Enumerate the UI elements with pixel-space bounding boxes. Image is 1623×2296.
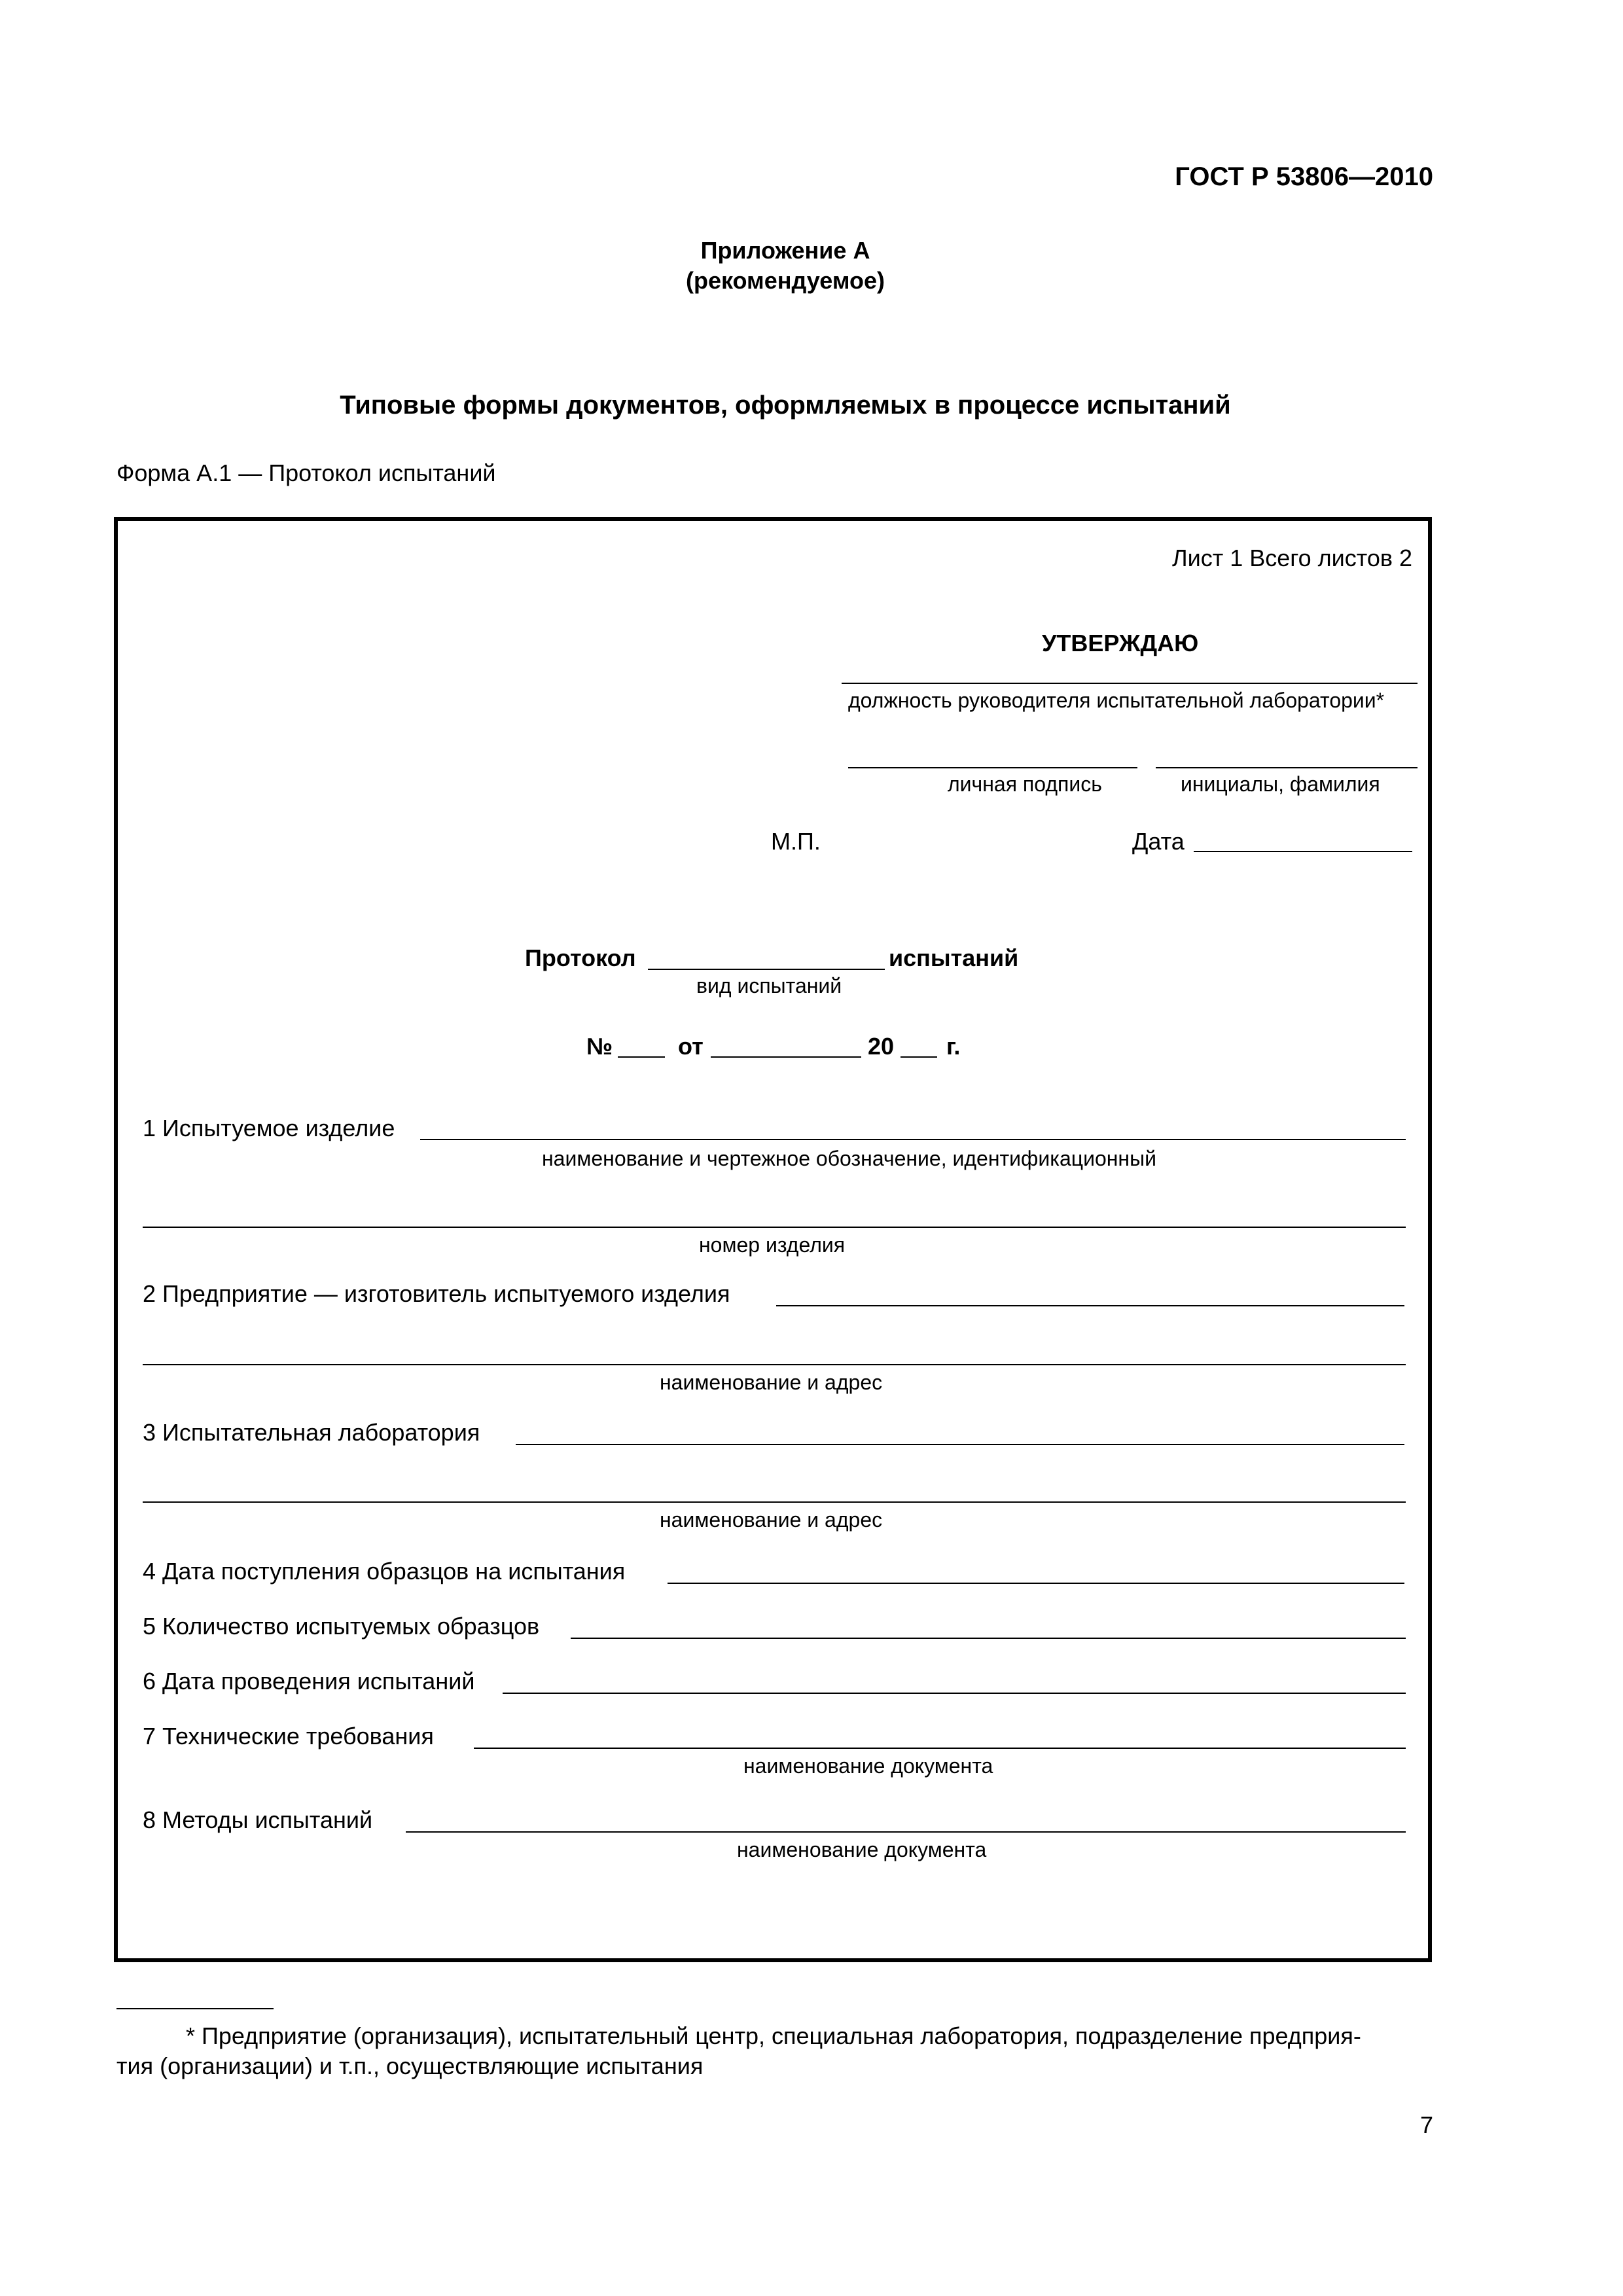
- item-2-label: 2 Предприятие — изготовитель испытуемого изделия: [143, 1280, 730, 1307]
- signature-line: [848, 767, 1137, 768]
- item-7-caption: наименование документа: [743, 1754, 993, 1778]
- item-6-label: 6 Дата проведения испытаний: [143, 1668, 475, 1695]
- item-7-line: [474, 1748, 1406, 1749]
- item-3-second-line: [143, 1501, 1406, 1503]
- item-5-line: [571, 1638, 1406, 1639]
- standard-number: ГОСТ Р 53806—2010: [1175, 162, 1433, 191]
- form-caption: Форма А.1 — Протокол испытаний: [116, 459, 496, 486]
- sheet-info: Лист 1 Всего листов 2: [1171, 545, 1412, 571]
- page-number: 7: [1419, 2111, 1433, 2138]
- item-1-second-caption: номер изделия: [699, 1233, 846, 1257]
- from-word: от: [678, 1033, 704, 1060]
- year-suffix: г.: [946, 1033, 961, 1060]
- item-3-second-caption: наименование и адрес: [660, 1508, 883, 1532]
- number-line: [618, 1056, 665, 1058]
- name-line: [1156, 767, 1418, 768]
- test-type-caption: вид испытаний: [696, 974, 842, 997]
- year-line: [901, 1056, 937, 1058]
- item-6-line: [503, 1693, 1406, 1694]
- footnote-line-2: тия (организации) и т.п., осуществляющие испытания: [116, 2053, 704, 2079]
- item-3-line: [516, 1444, 1404, 1445]
- protocol-word: Протокол: [525, 944, 636, 971]
- number-sign: №: [586, 1033, 613, 1060]
- position-caption: должность руководителя испытательной лаборатории*: [848, 689, 1385, 712]
- position-line: [842, 683, 1418, 684]
- item-2-second-line: [143, 1364, 1406, 1365]
- item-1-caption: наименование и чертежное обозначение, идентификационный: [542, 1147, 1156, 1170]
- appendix-title: Приложение А: [700, 237, 870, 264]
- signature-caption: личная подпись: [948, 772, 1102, 796]
- item-8-caption: наименование документа: [737, 1838, 987, 1861]
- item-4-label: 4 Дата поступления образцов на испытания: [143, 1558, 626, 1585]
- date-label: Дата: [1132, 828, 1185, 855]
- footnote-separator: [116, 2008, 274, 2009]
- item-1-label: 1 Испытуемое изделие: [143, 1115, 395, 1141]
- item-2-line: [776, 1305, 1404, 1306]
- date-from-line: [711, 1056, 861, 1058]
- tests-word: испытаний: [889, 944, 1019, 971]
- name-caption: инициалы, фамилия: [1181, 772, 1380, 796]
- appendix-type: (рекомендуемое): [686, 267, 885, 294]
- item-7-label: 7 Технические требования: [143, 1723, 434, 1749]
- section-title: Типовые формы документов, оформляемых в процессе испытаний: [340, 391, 1231, 420]
- test-type-line: [648, 969, 885, 970]
- item-1-second-line: [143, 1227, 1406, 1228]
- item-8-label: 8 Методы испытаний: [143, 1806, 373, 1833]
- year-prefix: 20: [868, 1033, 895, 1060]
- stamp-label: М.П.: [771, 828, 821, 855]
- approve-heading: УТВЕРЖДАЮ: [1042, 630, 1199, 656]
- item-1-line: [420, 1139, 1406, 1140]
- item-5-label: 5 Количество испытуемых образцов: [143, 1613, 540, 1640]
- item-2-second-caption: наименование и адрес: [660, 1371, 883, 1394]
- item-4-line: [668, 1583, 1404, 1584]
- item-8-line: [406, 1831, 1406, 1833]
- date-line: [1194, 851, 1412, 852]
- footnote-line-1: * Предприятие (организация), испытательный центр, специальная лаборатория, подразделение предприя-: [186, 2022, 1361, 2049]
- item-3-label: 3 Испытательная лаборатория: [143, 1419, 480, 1446]
